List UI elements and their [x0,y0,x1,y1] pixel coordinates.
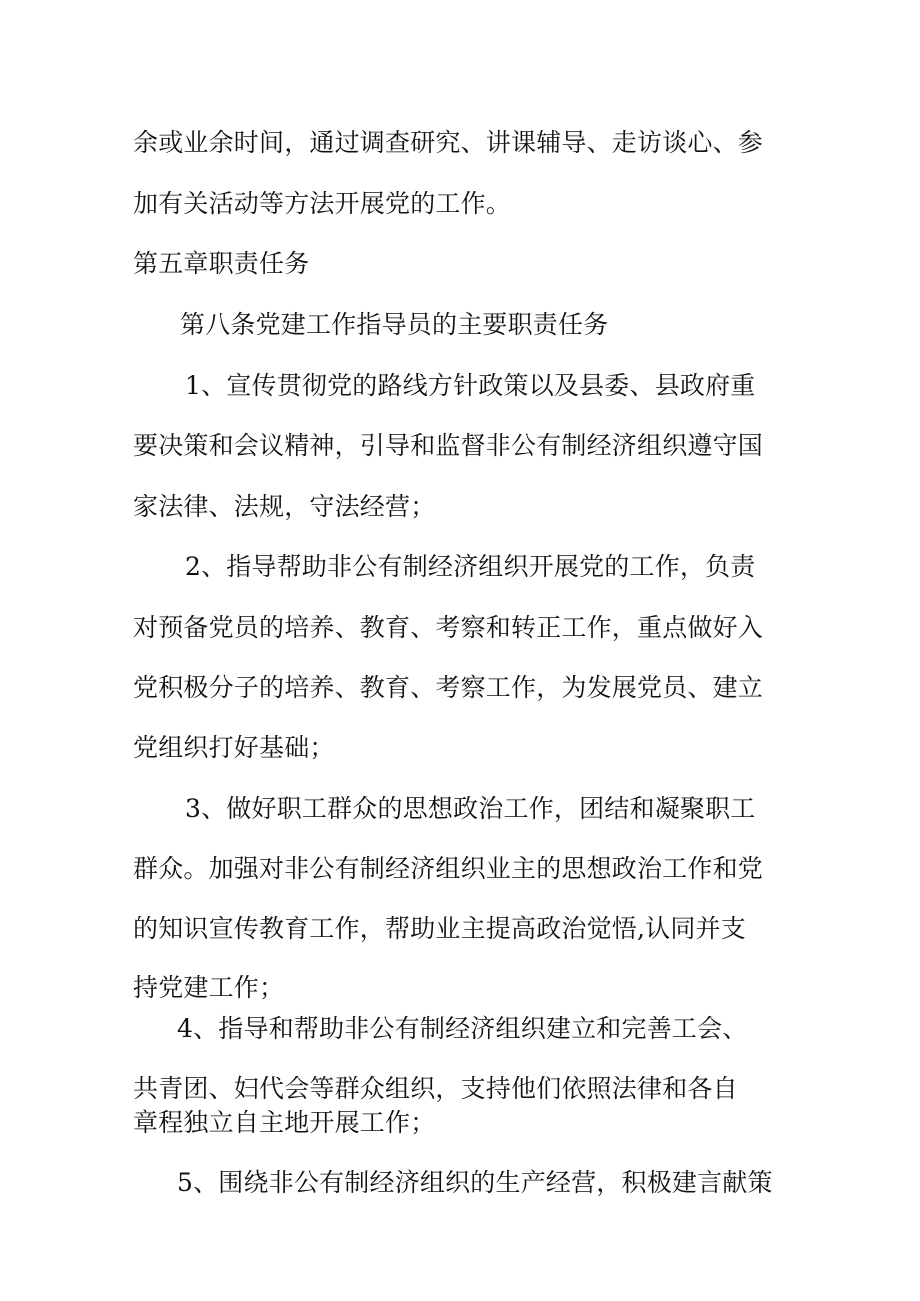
text-line: 的知识宣传教育工作，帮助业主提高政治觉悟,认同并支 [133,914,746,943]
text-line: 章程独立自主地开展工作； [133,1108,436,1137]
text-line: 党积极分子的培养、教育、考察工作，为发展党员、建立 [133,673,764,702]
text-line: 1、宣传贯彻党的路线方针政策以及县委、县政府重 [185,371,756,400]
text-line: 3、做好职工群众的思想政治工作，团结和凝聚职工 [185,794,756,823]
text-line: 共青团、妇代会等群众组织，支持他们依照法律和各自 [133,1074,738,1103]
text-line: 2、指导帮助非公有制经济组织开展党的工作，负责 [185,552,756,581]
text-line: 余或业余时间，通过调查研究、讲课辅导、走访谈心、参 [133,128,764,157]
article-heading: 第八条党建工作指导员的主要职责任务 [180,310,609,339]
text-line: 要决策和会议精神，引导和监督非公有制经济组织遵守国 [133,431,764,460]
text-line: 4、指导和帮助非公有制经济组织建立和完善工会、 [177,1014,748,1043]
text-line: 持党建工作； [133,973,285,1002]
chapter-heading: 第五章职责任务 [133,249,310,278]
text-line: 群众。加强对非公有制经济组织业主的思想政治工作和党 [133,854,764,883]
text-line: 加有关活动等方法开展党的工作。 [133,189,512,218]
text-line: 党组织打好基础； [133,733,335,762]
text-line: 对预备党员的培养、教育、考察和转正工作，重点做好入 [133,613,764,642]
text-line: 5、围绕非公有制经济组织的生产经营，积极建言献策 [177,1168,773,1197]
text-line: 家法律、法规，守法经营； [133,492,436,521]
